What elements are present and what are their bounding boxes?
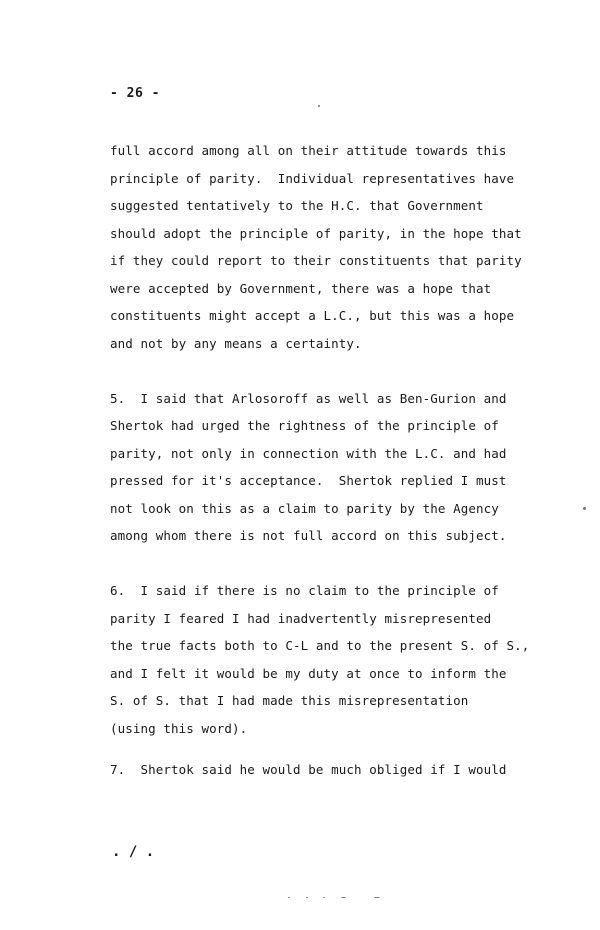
scan-speck (318, 105, 320, 107)
text-line: among whom there is not full accord on this subject. (110, 528, 507, 543)
text-line: pressed for it's acceptance. Shertok replied I must (110, 473, 507, 488)
text-line: should adopt the principle of parity, in the hope that (110, 226, 522, 241)
text-line: constituents might accept a L.C., but this was a hope (110, 308, 515, 323)
text-line: the true facts both to C-L and to the present S. of S., (110, 638, 530, 653)
scan-speck (323, 897, 325, 898)
text-line: and I felt it would be my duty at once to inform the (110, 666, 507, 681)
text-line: were accepted by Government, there was a hope that (110, 281, 492, 296)
text-line: parity I feared I had inadvertently misrepresented (110, 611, 492, 626)
text-line: not look on this as a claim to parity by the Agency (110, 501, 499, 516)
text-line: suggested tentatively to the H.C. that Government (110, 198, 484, 213)
text-line: principle of parity. Individual representatives have (110, 171, 515, 186)
text-line: parity, not only in connection with the L.C. and had (110, 446, 507, 461)
scan-speck (583, 507, 586, 510)
scan-speck (374, 897, 380, 898)
scan-speck (341, 897, 346, 898)
text-line: if they could report to their constituents that parity (110, 253, 522, 268)
scan-speck (306, 897, 308, 898)
continuation-mark: . / . (112, 844, 155, 860)
text-line: (using this word). (110, 721, 248, 736)
text-line: 5. I said that Arlosoroff as well as Ben-Gurion and (110, 391, 507, 406)
text-line: and not by any means a certainty. (110, 336, 362, 351)
scan-speck (288, 897, 290, 898)
text-line: Shertok had urged the rightness of the principle of (110, 418, 499, 433)
text-line: S. of S. that I had made this misrepresentation (110, 693, 469, 708)
text-line: 7. Shertok said he would be much obliged if I would (110, 762, 507, 777)
text-line: 6. I said if there is no claim to the principle of (110, 583, 499, 598)
page-number: - 26 - (110, 86, 160, 101)
text-line: full accord among all on their attitude towards this (110, 143, 507, 158)
